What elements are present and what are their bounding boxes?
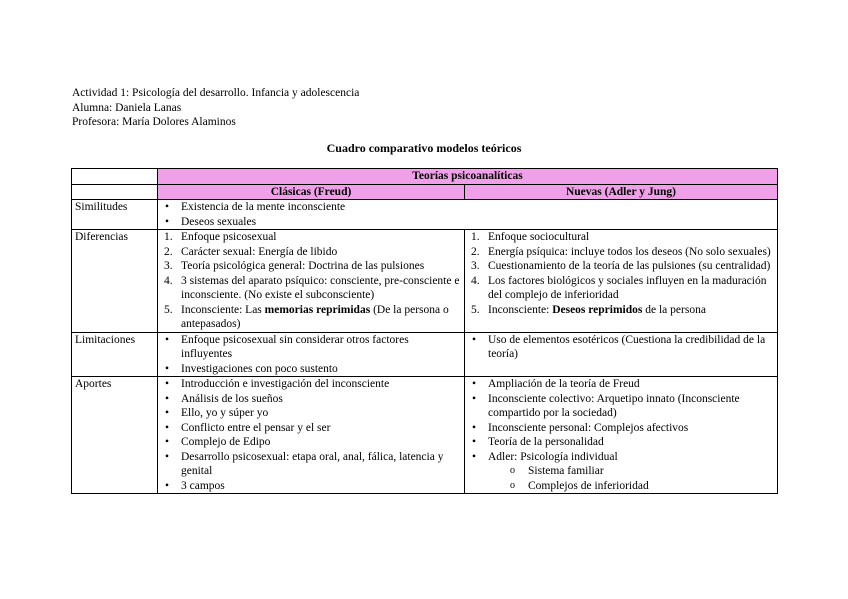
teacher-line: Profesora: María Dolores Alaminos: [72, 116, 236, 128]
list-item: • Adler: Psicología individual o Sistema familiar o Complejos de inferioridad: [468, 450, 774, 494]
sub-list-item: o Complejos de inferioridad: [508, 479, 774, 494]
document-title: Cuadro comparativo modelos teóricos: [326, 141, 522, 155]
activity-line: Actividad 1: Psicología del desarrollo. Infancia y adolescencia: [72, 87, 360, 99]
list-item: • Uso de elementos esotéricos (Cuestiona la credibilidad de la teoría): [468, 333, 774, 362]
list-item: • Inconsciente personal: Complejos afectivos: [468, 421, 774, 436]
group-header-cell: Teorías psicoanalíticas: [158, 169, 778, 185]
row-diferencias: [72, 230, 778, 333]
list-item: • Introducción e investigación del inconsciente: [161, 377, 461, 392]
row-aportes: [72, 377, 778, 494]
list-item: • Conflicto entre el pensar y el ser: [161, 421, 461, 436]
list-item: • Investigaciones con poco sustento: [161, 362, 461, 377]
list-item: • Inconsciente colectivo: Arquetipo innato (Inconsciente compartido por la sociedad): [468, 392, 774, 421]
list-item: 3. Teoría psicológica general: Doctrina de las pulsiones: [164, 260, 425, 272]
list-item: • Existencia de la mente inconsciente: [161, 200, 774, 215]
list-item: • Deseos sexuales: [161, 215, 774, 230]
empty-corner-cell-2: [72, 184, 158, 200]
row-similitudes: [72, 200, 778, 230]
cell-limitaciones-classic: [158, 332, 465, 377]
comparison-table: [71, 168, 778, 494]
list-item: 4. Los factores biológicos y sociales influyen en la maduración del complejo de inferioridad: [471, 274, 767, 301]
row-limitaciones: [72, 332, 778, 377]
list-item: • Desarrollo psicosexual: etapa oral, anal, fálica, latencia y genital: [161, 450, 461, 479]
list-item: • Teoría de la personalidad: [468, 435, 774, 450]
list-item: 1. Enfoque sociocultural: [471, 231, 590, 243]
student-line: Alumna: Daniela Lanas: [72, 101, 182, 114]
list-item: • 3 campos: [161, 479, 461, 494]
list-item: • Análisis de los sueños: [161, 392, 461, 407]
row-label-limitaciones: Limitaciones: [72, 332, 158, 377]
cell-similitudes: [158, 200, 778, 230]
column-header-classic: Clásicas (Freud): [158, 184, 465, 200]
row-label-aportes: Aportes: [72, 377, 158, 494]
list-item: 2. Carácter sexual: Energía de libido: [164, 245, 338, 258]
list-item: • Complejo de Edipo: [161, 435, 461, 450]
list-item: • Ello, yo y súper yo: [161, 406, 461, 421]
empty-corner-cell: [72, 169, 158, 185]
row-label-similitudes: Similitudes: [72, 200, 158, 230]
document-header: [72, 86, 359, 130]
sub-list-item: o Sistema familiar: [508, 464, 774, 479]
list-item: • Enfoque psicosexual sin considerar otros factores influyentes: [161, 333, 461, 362]
cell-diferencias-new: [465, 230, 778, 333]
cell-diferencias-classic: [158, 230, 465, 333]
list-item: 4. 3 sistemas del aparato psíquico: consciente, pre-consciente e inconsciente. (No existe el subconsciente): [164, 274, 460, 301]
cell-limitaciones-new: [465, 332, 778, 377]
list-item: 3. Cuestionamiento de la teoría de las pulsiones (su centralidad): [471, 260, 771, 272]
column-header-row: [72, 184, 778, 200]
row-label-diferencias: Diferencias: [72, 230, 158, 333]
list-item: 5. Inconsciente: Deseos reprimidos de la persona: [471, 303, 706, 316]
list-item: 1. Enfoque psicosexual: [164, 231, 277, 243]
list-item: • Ampliación de la teoría de Freud: [468, 377, 774, 392]
list-item: 5. Inconsciente: Las memorias reprimidas (De la persona o antepasados): [164, 303, 449, 330]
list-item: 2. Energía psíquica: incluye todos los deseos (No solo sexuales): [471, 245, 771, 258]
cell-aportes-classic: [158, 377, 465, 494]
group-header-row: [72, 169, 778, 185]
cell-aportes-new: [465, 377, 778, 494]
column-header-new: Nuevas (Adler y Jung): [465, 184, 778, 200]
